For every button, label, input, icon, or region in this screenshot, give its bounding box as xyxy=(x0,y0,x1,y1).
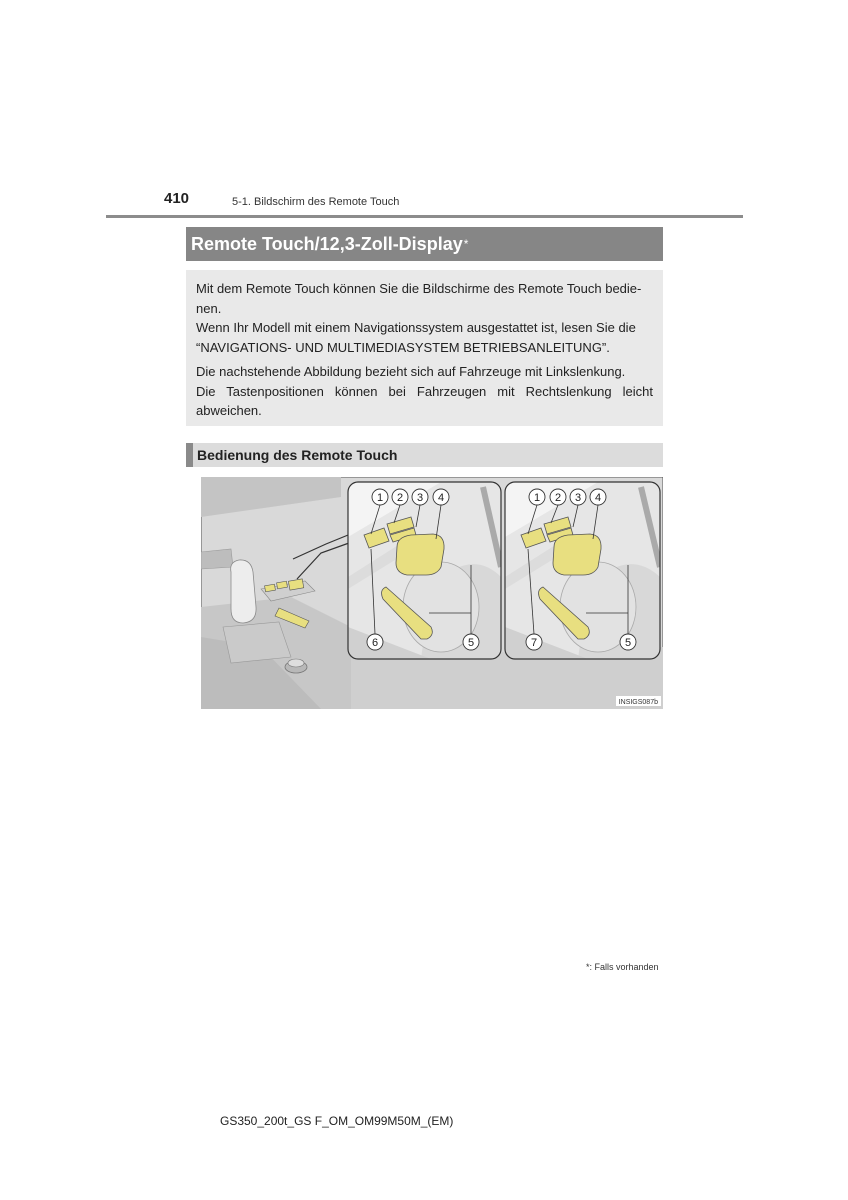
page-number: 410 xyxy=(164,190,190,207)
callout-right-7: 7 xyxy=(530,637,538,649)
intro-box xyxy=(186,270,663,426)
figure-image-code: INSIGS087b xyxy=(618,699,658,706)
intro-line: Die Tastenpositionen können bei Fahrzeugen mit Rechtslenkung leicht xyxy=(196,383,653,399)
callout-right-5: 5 xyxy=(624,637,632,649)
intro-line: “NAVIGATIONS- UND MULTIMEDIASYSTEM BETRIEBSANLEITUNG”. xyxy=(196,339,610,355)
section-title: Remote Touch/12,3-Zoll-Display xyxy=(191,233,463,254)
footnote xyxy=(586,962,659,972)
intro-line: Wenn Ihr Modell mit einem Navigationssystem ausgestattet ist, lesen Sie die xyxy=(196,320,636,335)
intro-line: Die nachstehende Abbildung bezieht sich auf Fahrzeuge mit Linkslenkung. xyxy=(196,364,626,379)
intro-line: abweichen. xyxy=(196,403,262,418)
footnote-marker: * xyxy=(586,962,590,972)
inset-right-hand-drive xyxy=(505,482,660,659)
callout-left-4: 4 xyxy=(437,492,445,504)
section-title-bar xyxy=(186,227,663,261)
callout-left-1: 1 xyxy=(376,492,384,504)
callout-left-3: 3 xyxy=(416,492,424,504)
intro-line: Mit dem Remote Touch können Sie die Bildschirme des Remote Touch bedie- xyxy=(196,281,642,296)
remote-touch-illustration xyxy=(201,477,663,709)
subsection-title-bar xyxy=(186,443,663,467)
footnote-text: : Falls vorhanden xyxy=(589,962,659,972)
intro-line: nen. xyxy=(196,300,222,316)
section-title-marker: * xyxy=(463,237,469,251)
callout-right-1: 1 xyxy=(533,492,541,504)
callout-left-6: 6 xyxy=(371,637,379,649)
callout-left-5: 5 xyxy=(467,637,475,649)
header-rule xyxy=(106,215,743,218)
subsection-title: Bedienung des Remote Touch xyxy=(197,447,398,463)
callout-left-2: 2 xyxy=(396,492,404,504)
callout-right-4: 4 xyxy=(594,492,602,504)
callout-right-2: 2 xyxy=(554,492,562,504)
callout-right-3: 3 xyxy=(574,492,582,504)
footer-document-code: GS350_200t_GS F_OM_OM99M50M_(EM) xyxy=(220,1114,454,1128)
inset-left-hand-drive xyxy=(348,482,501,659)
running-head: 5-1. Bildschirm des Remote Touch xyxy=(232,196,400,208)
